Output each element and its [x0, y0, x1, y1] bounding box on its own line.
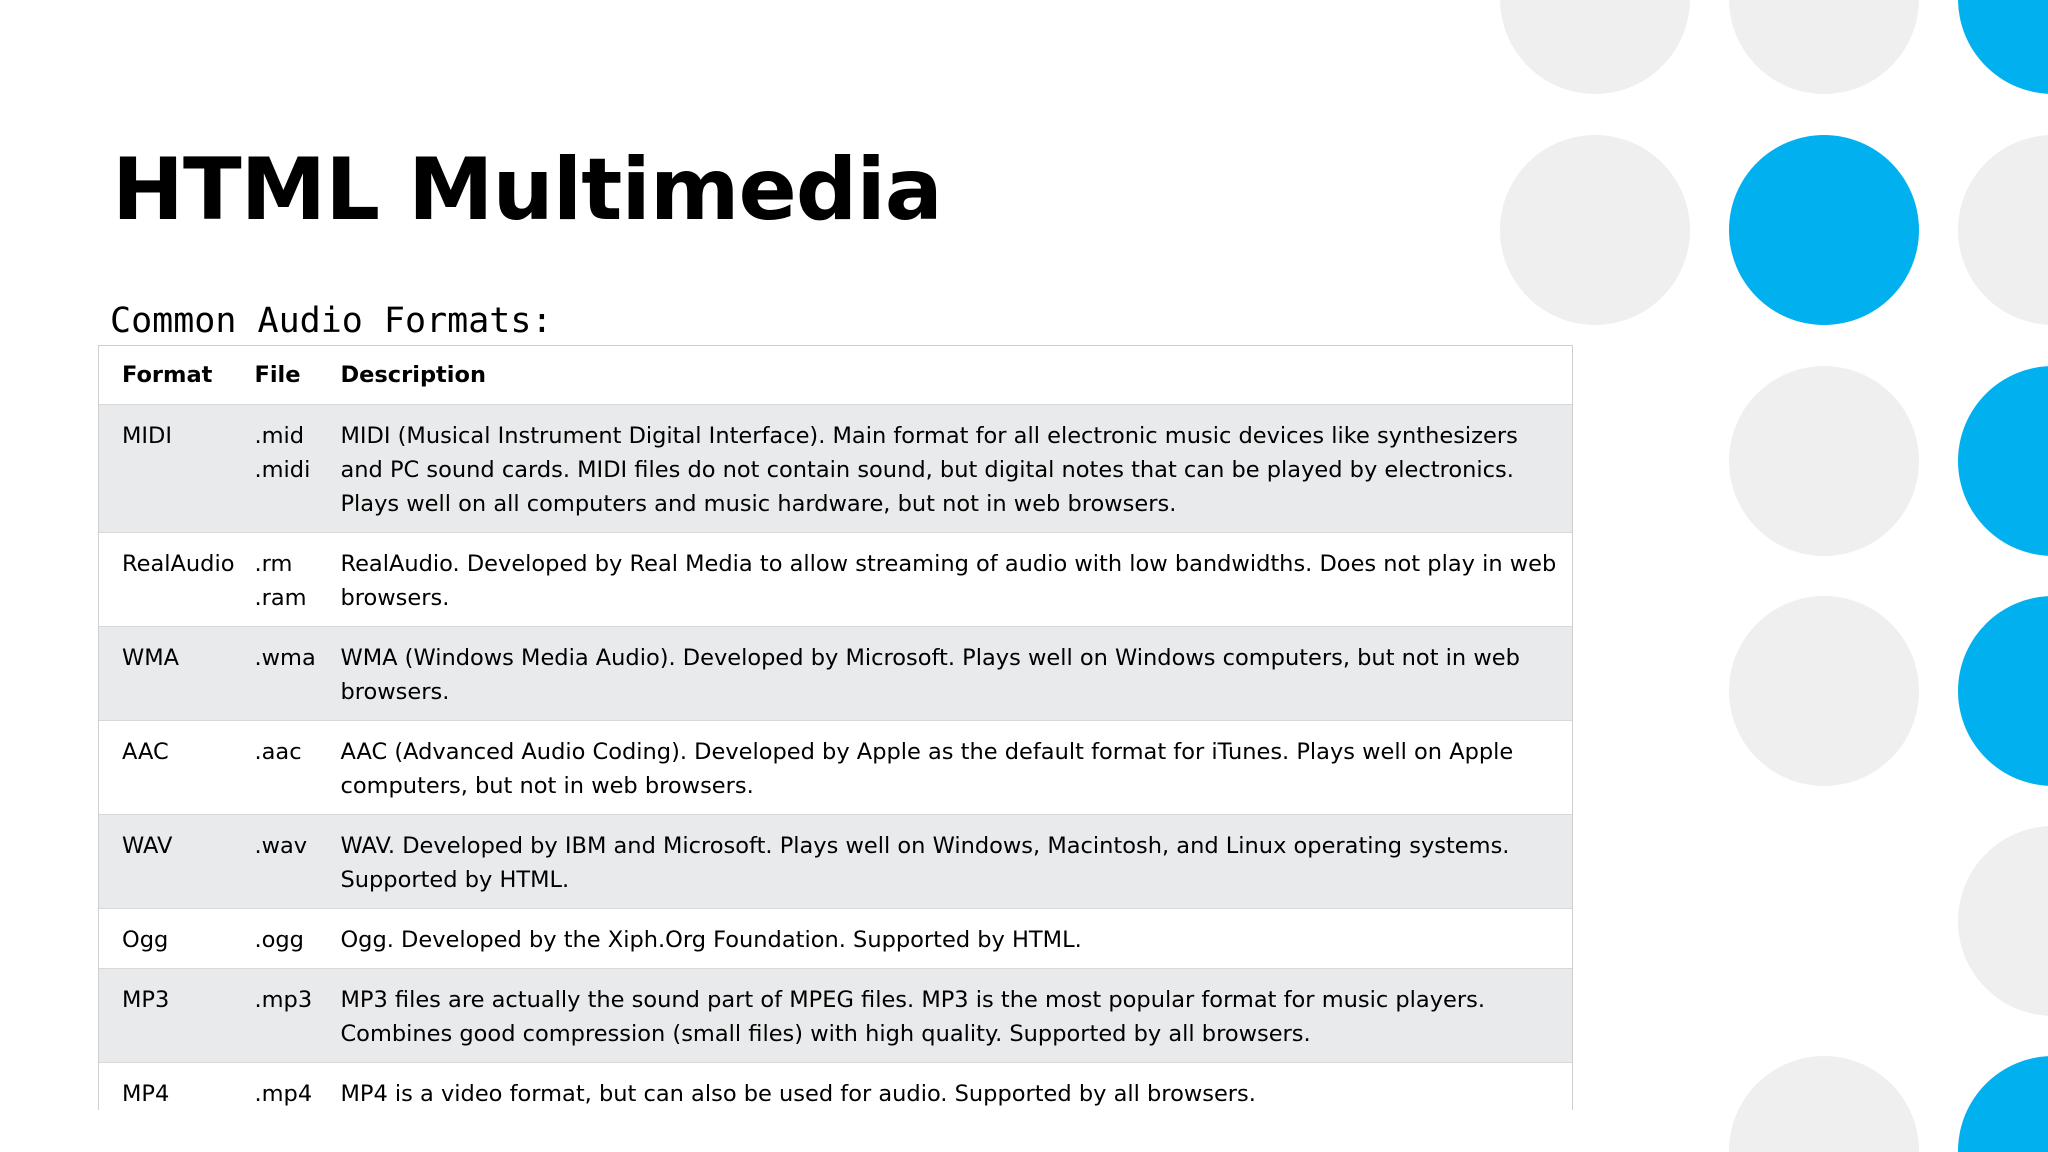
audio-formats-table — [98, 345, 1573, 1110]
decorative-circle — [1958, 135, 2048, 325]
slide-subtitle: Common Audio Formats: — [110, 301, 553, 341]
description-cell: RealAudio. Developed by Real Media to allow streaming of audio with low bandwidths. Does not play in web browsers. — [340, 551, 1557, 611]
description-cell: MP4 is a video format, but can also be used for audio. Supported by all browsers. — [340, 1081, 1256, 1107]
description-cell: Ogg. Developed by the Xiph.Org Foundation. Supported by HTML. — [340, 927, 1082, 953]
table-row — [99, 721, 1572, 815]
file-cell — [244, 533, 330, 627]
file-extension: .rm — [254, 551, 293, 577]
description-cell: WAV. Developed by IBM and Microsoft. Plays well on Windows, Macintosh, and Linux operating systems. Supported by HTML. — [340, 833, 1510, 893]
format-cell: MIDI — [122, 423, 173, 449]
table-row — [99, 815, 1572, 909]
decorative-circle — [1729, 596, 1919, 786]
file-extension: .ogg — [254, 927, 304, 953]
file-extension: .wma — [254, 645, 316, 671]
table-row — [99, 969, 1572, 1063]
table-row — [99, 533, 1572, 627]
file-cell — [244, 969, 330, 1063]
file-extension: .mp4 — [254, 1081, 313, 1107]
decorative-circle-accent — [1958, 366, 2048, 556]
file-cell — [244, 405, 330, 533]
description-cell: MIDI (Musical Instrument Digital Interface). Main format for all electronic music devices like synthesizers and PC sound cards. MIDI files do not contain sound, but digital notes that can be played by electronics. Plays well on all computers and music hardware, but not in web browsers. — [340, 423, 1518, 517]
decorative-circle-accent — [1958, 596, 2048, 786]
file-extension: .midi — [254, 457, 311, 483]
format-cell: AAC — [122, 739, 169, 765]
format-cell: RealAudio — [122, 551, 235, 577]
file-cell — [244, 909, 330, 969]
decorative-circle — [1958, 826, 2048, 1016]
file-extension: .ram — [254, 585, 307, 611]
description-cell: WMA (Windows Media Audio). Developed by Microsoft. Plays well on Windows computers, but not in web browsers. — [340, 645, 1520, 705]
format-cell: WMA — [122, 645, 180, 671]
table-row — [99, 909, 1572, 969]
file-extension: .mp3 — [254, 987, 313, 1013]
slide-title: HTML Multimedia — [112, 140, 942, 240]
format-cell: MP3 — [122, 987, 170, 1013]
table-header-row — [99, 346, 1572, 405]
file-extension: .aac — [254, 739, 302, 765]
format-cell: MP4 — [122, 1081, 170, 1107]
decorative-circle — [1729, 1056, 1919, 1152]
decorative-circle — [1500, 135, 1690, 325]
table-row — [99, 405, 1572, 533]
description-cell: AAC (Advanced Audio Coding). Developed by Apple as the default format for iTunes. Plays well on Apple computers, but not in web browsers. — [340, 739, 1514, 799]
header-file: File — [254, 362, 301, 388]
format-cell: Ogg — [122, 927, 169, 953]
description-cell: MP3 files are actually the sound part of MPEG files. MP3 is the most popular format for music players. Combines good compression (small files) with high quality. Supported by all browsers. — [340, 987, 1485, 1047]
decorative-circle — [1500, 0, 1690, 94]
file-extension: .wav — [254, 833, 308, 859]
file-cell — [244, 815, 330, 909]
decorative-circle — [1729, 366, 1919, 556]
decorative-circle-accent — [1958, 0, 2048, 94]
file-extension: .mid — [254, 423, 305, 449]
file-cell — [244, 627, 330, 721]
decorative-circle-accent — [1958, 1056, 2048, 1152]
decorative-circle-accent — [1729, 135, 1919, 325]
header-description: Description — [340, 362, 486, 388]
table-row — [99, 1063, 1572, 1111]
file-cell — [244, 1063, 330, 1111]
table-row — [99, 627, 1572, 721]
decorative-circle — [1729, 0, 1919, 94]
header-format: Format — [122, 362, 213, 388]
file-cell — [244, 721, 330, 815]
format-cell: WAV — [122, 833, 173, 859]
